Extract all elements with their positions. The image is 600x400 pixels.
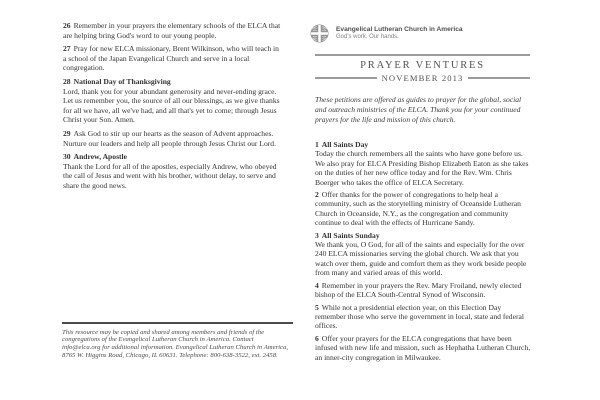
prayer-entry-5: [315, 303, 531, 331]
page-title: PRAYER VENTURES: [360, 60, 485, 71]
page-subtitle-row: [315, 73, 530, 83]
entry-number: 2: [315, 190, 319, 200]
entry-heading: Andrew, Apostle: [73, 152, 128, 162]
entry-text: Offer your prayers for the ELCA congregations that have been infused with new life and mission, such as Hephatha Lutheran Church, an inner-city congregation in Milwaukee.: [315, 333, 531, 362]
entry-text: Offer thanks for the power of congregations to help heal a community, such as the storytelling ministry of Oceanside Lutheran Church in Oceanside, N.Y., as the congregation and community continue to deal with the effects of Hurricane Sandy.: [315, 190, 521, 228]
org-header: [310, 24, 463, 43]
prayer-entry-3: [315, 231, 531, 278]
prayer-entry-6: [315, 334, 531, 362]
prayer-entry-2: [315, 190, 531, 228]
entry-heading: All Saints Day: [321, 140, 369, 149]
entry-text: Pray for new ELCA missionary, Brent Wilkinson, who will teach in a school of the Japan Evangelical Church and serve in a local congregation.: [63, 44, 279, 73]
header-divider: [315, 54, 530, 56]
subtitle-left-rule: [315, 77, 377, 79]
entry-text: Thank the Lord for all of the apostles, especially Andrew, who obeyed the call of Jesus and went with his brother, without delay, to serve and share the good news.: [63, 161, 277, 190]
copyright-text: This resource may be copied and shared among members and friends of the congregations of the Evangelical Lutheran Church in America. Contact info@elca.org for additional information. Evangelical Lutheran Church in America, 8765 W. Higgins Road, Chicago, IL 60631. Telephone: 800-638-3522, ext. 2458.: [62, 328, 289, 359]
entry-text: Remember in your prayers the elementary schools of the ELCA that are helping bring God's word to our young people.: [63, 21, 281, 40]
entry-number: 4: [315, 280, 319, 290]
prayer-entry-30: [63, 152, 282, 190]
prayer-entry-4: [315, 281, 531, 300]
entry-number: 26: [63, 21, 71, 30]
entry-text: Ask God to stir up our hearts as the season of Advent approaches. Nurture our leaders and help all people through Jesus Christ our Lord.: [63, 128, 276, 148]
entry-number: 6: [315, 333, 319, 343]
entry-text: Today the church remembers all the saints who have gone before us. We also pray for ELCA Presiding Bishop Elizabeth Eaton as she takes on the duties of her new office today and for the Rev. Wm. Chris Boerger who takes the office of ELCA Secretary.: [315, 149, 529, 187]
prayer-entry-28: [63, 77, 282, 125]
entry-text: We thank you, O God, for all of the saints and especially for the over 240 ELCA missionaries serving the global church. We ask that you watch over them, guide and comfort them as they work beside people from many and varied areas of this world.: [315, 240, 527, 278]
subtitle-right-rule: [468, 77, 530, 79]
entry-number: 3: [315, 230, 319, 240]
entry-number: 30: [63, 152, 71, 162]
left-page-column: [63, 21, 282, 195]
page-subtitle: NOVEMBER 2013: [381, 73, 464, 83]
entry-text: Lord, thank you for your abundant generosity and never-ending grace. Let us remember you, the source of all our blessings, as we give thanks for all we have, all we've had, and all that's yet to come; through Jesus Christ your Son. Amen.: [63, 86, 280, 125]
prayer-entry-29: [63, 129, 282, 148]
prayer-entry-1: [315, 140, 531, 187]
entry-text: Remember in your prayers the Rev. Mary Froiland, newly elected bishop of the ELCA South-Central Synod of Wisconsin.: [315, 280, 522, 300]
entry-number: 29: [63, 128, 71, 138]
elca-logo-icon: [310, 24, 329, 43]
intro-paragraph: These petitions are offered as guides to prayer for the global, social and outreach ministries of the ELCA. Thank you for your continued prayers for the life and mission of this church.: [315, 95, 522, 124]
prayer-entry-26: [63, 21, 282, 40]
footer-divider: [62, 322, 293, 324]
entry-heading: All Saints Sunday: [321, 230, 380, 240]
entry-number: 28: [63, 76, 71, 86]
org-name: Evangelical Lutheran Church in America: [336, 26, 463, 33]
entry-number: 27: [63, 44, 71, 54]
entry-text: While not a presidential election year, on this Election Day remember those who serve the government in local, state and federal offices.: [315, 302, 524, 331]
copyright-footer: [62, 322, 293, 360]
prayer-entry-27: [63, 44, 282, 73]
entry-number: 1: [315, 140, 319, 149]
right-page-column: [315, 140, 531, 365]
org-tagline: God's work. Our hands.: [336, 34, 399, 40]
entry-number: 5: [315, 302, 319, 312]
org-text-block: [336, 26, 463, 41]
entry-heading: National Day of Thanksgiving: [73, 76, 171, 86]
